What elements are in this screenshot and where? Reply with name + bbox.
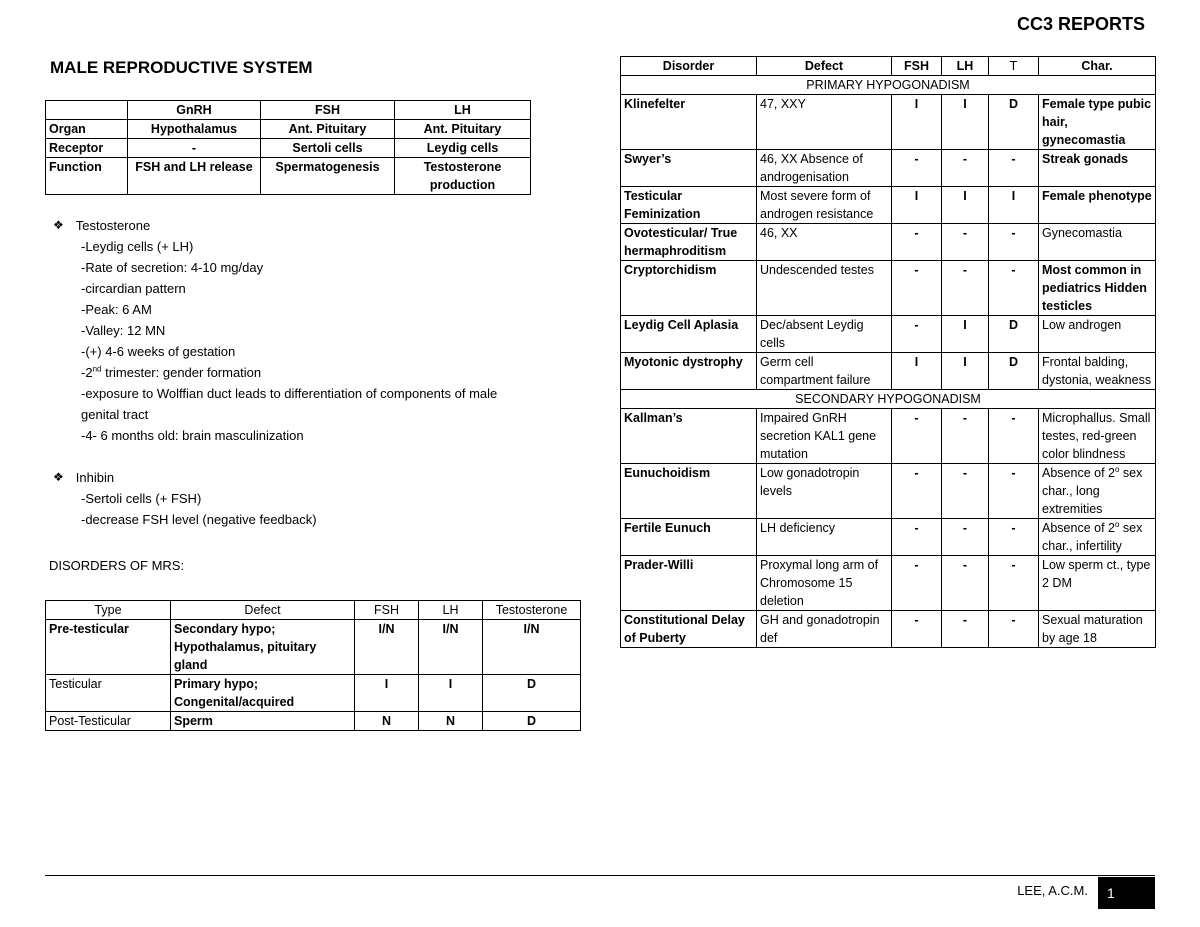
table-cell: - — [989, 464, 1039, 519]
table-cell: Proxymal long arm of Chromosome 15 deletion — [757, 556, 892, 611]
table-cell: Female type pubic hair, gynecomastia — [1039, 95, 1156, 150]
table-cell: Germ cell compartment failure — [757, 353, 892, 390]
table-cell: - — [942, 611, 989, 648]
hypogonadism-table — [620, 56, 1156, 648]
table-cell: Most severe form of androgen resistance — [757, 187, 892, 224]
table-cell: I — [419, 675, 483, 712]
table-cell: - — [892, 224, 942, 261]
table-cell: I — [892, 353, 942, 390]
table-cell: - — [892, 611, 942, 648]
table-cell: Kallman’s — [621, 409, 757, 464]
table-cell: Testosterone production — [395, 158, 531, 195]
table-cell: Low gonadotropin levels — [757, 464, 892, 519]
table-cell: Organ — [46, 120, 128, 139]
table-cell: Post-Testicular — [46, 712, 171, 731]
table-cell: LH deficiency — [757, 519, 892, 556]
note-line: -4- 6 months old: brain masculinization — [81, 428, 304, 443]
table-row — [621, 95, 1156, 150]
table-cell: 46, XX — [757, 224, 892, 261]
table-cell: Low sperm ct., type 2 DM — [1039, 556, 1156, 611]
table-cell: Sertoli cells — [261, 139, 395, 158]
footer-author: LEE, A.C.M. — [1017, 883, 1088, 898]
right-column — [620, 56, 1156, 648]
table-cell: Sexual maturation by age 18 — [1039, 611, 1156, 648]
table-cell: Frontal balding, dystonia, weakness — [1039, 353, 1156, 390]
table-cell: Klinefelter — [621, 95, 757, 150]
table-cell: Impaired GnRH secretion KAL1 gene mutation — [757, 409, 892, 464]
table-cell: GH and gonadotropin def — [757, 611, 892, 648]
table-cell: Myotonic dystrophy — [621, 353, 757, 390]
table-cell: I — [942, 95, 989, 150]
table-cell — [1039, 519, 1156, 556]
table-cell: Gynecomastia — [1039, 224, 1156, 261]
table-row — [621, 224, 1156, 261]
table-cell: Receptor — [46, 139, 128, 158]
note-line: -Rate of secretion: 4-10 mg/day — [81, 260, 264, 275]
table-cell: D — [483, 675, 581, 712]
superscript: o — [1114, 519, 1120, 529]
table-cell: N — [355, 712, 419, 731]
bullet-title: Testosterone — [75, 218, 151, 233]
table-cell: Most common in pediatrics Hidden testicles — [1039, 261, 1156, 316]
table-cell: I — [892, 95, 942, 150]
table-cell: Ant. Pituitary — [261, 120, 395, 139]
column-header: T — [989, 57, 1039, 76]
table-row — [46, 139, 531, 158]
table-cell: - — [942, 556, 989, 611]
table-cell: - — [892, 519, 942, 556]
table-cell: Sperm — [171, 712, 355, 731]
table-cell: I — [355, 675, 419, 712]
note-line: genital tract — [81, 407, 149, 422]
table-cell: Function — [46, 158, 128, 195]
table-cell: - — [892, 150, 942, 187]
table-cell: N — [419, 712, 483, 731]
column-header: Disorder — [621, 57, 757, 76]
table-cell: - — [942, 261, 989, 316]
table-cell: Leydig cells — [395, 139, 531, 158]
column-header: FSH — [355, 601, 419, 620]
table-cell: Cryptorchidism — [621, 261, 757, 316]
table-row — [621, 611, 1156, 648]
table-header-row — [621, 57, 1156, 76]
column-header: Defect — [171, 601, 355, 620]
table-cell: - — [942, 150, 989, 187]
table-cell: D — [989, 95, 1039, 150]
note-line: -Valley: 12 MN — [81, 323, 166, 338]
table-row — [621, 464, 1156, 519]
table-row — [621, 187, 1156, 224]
table-cell: D — [483, 712, 581, 731]
section-label: SECONDARY HYPOGONADISM — [621, 390, 1156, 409]
section-row — [621, 76, 1156, 95]
mrs-disorders-table — [45, 600, 581, 731]
table-cell: Prader-Willi — [621, 556, 757, 611]
table-cell: - — [892, 409, 942, 464]
table-cell: Ant. Pituitary — [395, 120, 531, 139]
table-cell: Microphallus. Small testes, red-green color blindness — [1039, 409, 1156, 464]
table-cell: I/N — [419, 620, 483, 675]
superscript: nd — [92, 364, 102, 374]
table-cell: - — [128, 139, 261, 158]
table-row — [621, 261, 1156, 316]
table-cell: D — [989, 353, 1039, 390]
table-cell: - — [989, 556, 1039, 611]
hormone-table — [45, 100, 531, 195]
table-cell: - — [989, 409, 1039, 464]
table-cell: I — [942, 316, 989, 353]
table-row — [621, 519, 1156, 556]
column-header: GnRH — [128, 101, 261, 120]
table-cell: - — [892, 464, 942, 519]
table-cell: I — [942, 353, 989, 390]
table-header-row — [46, 601, 581, 620]
table-cell: - — [892, 316, 942, 353]
table-cell: Low androgen — [1039, 316, 1156, 353]
page-header: CC3 REPORTS — [1016, 14, 1145, 34]
cell-text: sex char., infertility — [1042, 521, 1143, 553]
cell-text: Absence of 2 — [1042, 466, 1115, 480]
table-row — [621, 353, 1156, 390]
table-row — [46, 120, 531, 139]
table-cell: Constitutional Delay of Puberty — [621, 611, 757, 648]
note-line — [81, 362, 585, 383]
testosterone-heading — [53, 215, 585, 236]
table-row — [46, 620, 581, 675]
table-cell: I/N — [483, 620, 581, 675]
note-line: -Peak: 6 AM — [81, 302, 152, 317]
note-line: -Leydig cells (+ LH) — [81, 239, 194, 254]
section-label: PRIMARY HYPOGONADISM — [621, 76, 1156, 95]
table-cell: - — [989, 150, 1039, 187]
table-cell: I — [942, 187, 989, 224]
table-cell: Female phenotype — [1039, 187, 1156, 224]
diamond-bullet-icon: ❖ — [53, 218, 64, 232]
column-header: LH — [419, 601, 483, 620]
table-cell: Leydig Cell Aplasia — [621, 316, 757, 353]
table-cell: - — [989, 519, 1039, 556]
table-cell: - — [892, 556, 942, 611]
table-cell — [1039, 464, 1156, 519]
table-row — [621, 409, 1156, 464]
table-cell: Eunuchoidism — [621, 464, 757, 519]
table-cell: Undescended testes — [757, 261, 892, 316]
table-cell: FSH and LH release — [128, 158, 261, 195]
table-row — [46, 675, 581, 712]
table-row — [46, 158, 531, 195]
table-cell: Fertile Eunuch — [621, 519, 757, 556]
table-cell: Primary hypo; Congenital/acquired — [171, 675, 355, 712]
superscript: o — [1114, 464, 1120, 474]
table-row — [621, 556, 1156, 611]
table-row — [621, 150, 1156, 187]
table-cell: 46, XX Absence of androgenisation — [757, 150, 892, 187]
disorders-heading: DISORDERS OF MRS: — [49, 558, 185, 573]
inhibin-heading — [53, 467, 585, 488]
note-text: trimester: gender formation — [101, 365, 262, 380]
table-cell: I/N — [355, 620, 419, 675]
note-line: -decrease FSH level (negative feedback) — [81, 512, 317, 527]
left-column — [45, 58, 585, 731]
table-header-row — [46, 101, 531, 120]
table-cell: D — [989, 316, 1039, 353]
table-cell: Testicular — [46, 675, 171, 712]
column-header: LH — [942, 57, 989, 76]
column-header: Char. — [1039, 57, 1156, 76]
table-cell: I — [989, 187, 1039, 224]
note-line: -circardian pattern — [81, 281, 186, 296]
page-number: 1 — [1098, 877, 1155, 909]
cell-text: sex char., long extremities — [1042, 466, 1143, 516]
table-cell: - — [989, 261, 1039, 316]
note-text: -2 — [81, 365, 93, 380]
table-cell: - — [942, 519, 989, 556]
table-cell: Testicular Feminization — [621, 187, 757, 224]
diamond-bullet-icon: ❖ — [53, 470, 64, 484]
table-row — [46, 712, 581, 731]
table-cell: Pre-testicular — [46, 620, 171, 675]
footer-divider — [45, 875, 1155, 876]
column-header: FSH — [892, 57, 942, 76]
table-cell: - — [942, 464, 989, 519]
table-cell: - — [942, 224, 989, 261]
column-header: Type — [46, 601, 171, 620]
section-title: MALE REPRODUCTIVE SYSTEM — [50, 58, 313, 77]
table-cell: - — [989, 224, 1039, 261]
table-cell: 47, XXY — [757, 95, 892, 150]
column-header: Testosterone — [483, 601, 581, 620]
table-cell: Spermatogenesis — [261, 158, 395, 195]
table-cell: - — [892, 261, 942, 316]
table-cell: Secondary hypo; Hypothalamus, pituitary gland — [171, 620, 355, 675]
table-cell: - — [942, 409, 989, 464]
table-cell: Dec/absent Leydig cells — [757, 316, 892, 353]
column-header: LH — [395, 101, 531, 120]
note-line: -Sertoli cells (+ FSH) — [81, 491, 202, 506]
table-row — [621, 316, 1156, 353]
table-cell: Hypothalamus — [128, 120, 261, 139]
table-cell: - — [989, 611, 1039, 648]
cell-text: Absence of 2 — [1042, 521, 1115, 535]
table-cell: Swyer’s — [621, 150, 757, 187]
section-row — [621, 390, 1156, 409]
column-header: Defect — [757, 57, 892, 76]
table-cell: I — [892, 187, 942, 224]
note-line: -(+) 4-6 weeks of gestation — [81, 344, 236, 359]
bullet-title: Inhibin — [75, 470, 115, 485]
notes — [45, 215, 585, 576]
column-header: FSH — [261, 101, 395, 120]
table-cell: Streak gonads — [1039, 150, 1156, 187]
table-cell: Ovotesticular/ True hermaphroditism — [621, 224, 757, 261]
column-header — [46, 101, 128, 120]
note-line: -exposure to Wolffian duct leads to differentiation of components of male — [81, 386, 498, 401]
